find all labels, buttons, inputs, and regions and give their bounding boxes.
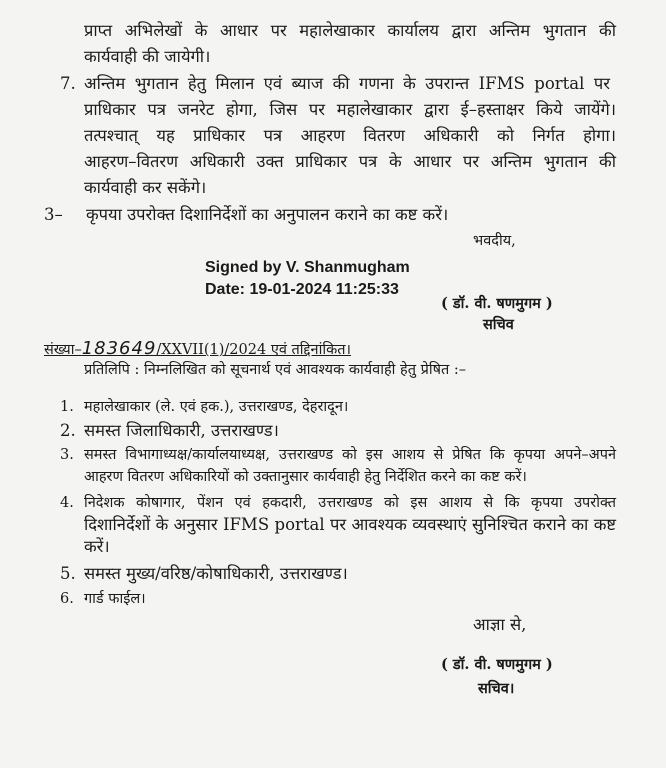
copy-intro: प्रतिलिपि : निम्नलिखित को सूचनार्थ एवं आवश्यक कार्यवाही हेतु प्रेषित :– [84,362,466,378]
recipient-5-number: 5. [60,564,76,583]
point-7-line-3: तत्पश्चात् यह प्राधिकार पत्र आहरण वितरण अधिकारी को निर्गत होगा। [84,126,616,145]
reference-label: संख्या– [44,342,82,358]
point-7-line-5: कार्यवाही कर सकेंगे। [84,178,207,197]
digital-signature-name: Signed by V. Shanmugham [205,259,410,276]
point-3-number: 3– [44,205,63,224]
point-3-text: कृपया उपरोक्त दिशानिर्देशों का अनुपालन कराने का कष्ट करें। [86,205,449,224]
recipient-2-number: 2. [60,421,76,440]
recipient-3-line-2: आहरण वितरण अधिकारियों को उक्तानुसार कार्यवाही हेतु निर्देशित करने का कष्ट करें। [84,469,527,485]
recipient-1-number: 1. [60,399,74,415]
signatory-1-name: ( डॉ. वी. षणमुगम ) [441,295,553,312]
reference-line [44,338,351,361]
closing-text: भवदीय, [473,233,516,249]
recipient-5-text: समस्त मुख्य/वरिष्ठ/कोषाधिकारी, उत्तराखण्ड। [84,564,348,583]
digital-signature-date: Date: 19-01-2024 11:25:33 [205,281,399,298]
signatory-2-name: ( डॉ. वी. षणमुगम ) [441,656,553,673]
recipient-3-line-1: समस्त विभागाध्यक्ष/कार्यालयाध्यक्ष, उत्तराखण्ड को इस आशय से प्रेषित कि कृपया अपने–अपने [84,447,616,463]
reference-number: 183649 [81,338,157,359]
recipient-3-number: 3. [60,447,74,463]
recipient-4-line-3: करें। [84,537,110,556]
recipient-4-line-1: निदेशक कोषागार, पेंशन एवं हकदारी, उत्तराखण्ड को इस आशय से कि कृपया उपरोक्त [84,495,616,511]
reference-suffix: /XXVII(1)/2024 एवं तद्दिनांकित। [156,342,351,358]
signatory-1-designation: सचिव [483,316,514,333]
recipient-6-number: 6. [60,591,74,607]
recipient-1-text: महालेखाकार (ले. एवं हक.), उत्तराखण्ड, देहरादून। [84,399,349,415]
recipient-6-text: गार्ड फाईल। [84,591,146,607]
point-7-number: 7. [60,74,76,93]
recipient-2-text: समस्त जिलाधिकारी, उत्तराखण्ड। [84,421,279,440]
recipient-4-line-2: दिशानिर्देशों के अनुसार IFMS portal पर आवश्यक व्यवस्थाएं सुनिश्चित कराने का कष्ट [84,515,616,534]
by-order-text: आज्ञा से, [473,615,527,634]
point-7-line-2: प्राधिकार पत्र जनरेट होगा, जिस पर महालेखाकार द्वारा ई–हस्ताक्षर किये जायेंगे। [84,100,616,119]
recipient-4-number: 4. [60,495,74,511]
intro-line-1: प्राप्त अभिलेखों के आधार पर महालेखाकार कार्यालय द्वारा अन्तिम भुगतान की [84,21,616,40]
intro-line-2: कार्यवाही की जायेगी। [84,47,211,66]
signatory-2-designation: सचिव। [478,680,515,697]
point-7-line-4: आहरण–वितरण अधिकारी उक्त प्राधिकार पत्र के आधार पर अन्तिम भुगतान की [84,152,616,171]
point-7-line-1: अन्तिम भुगतान हेतु मिलान एवं ब्याज की गणना के उपरान्त IFMS portal पर [84,74,610,93]
